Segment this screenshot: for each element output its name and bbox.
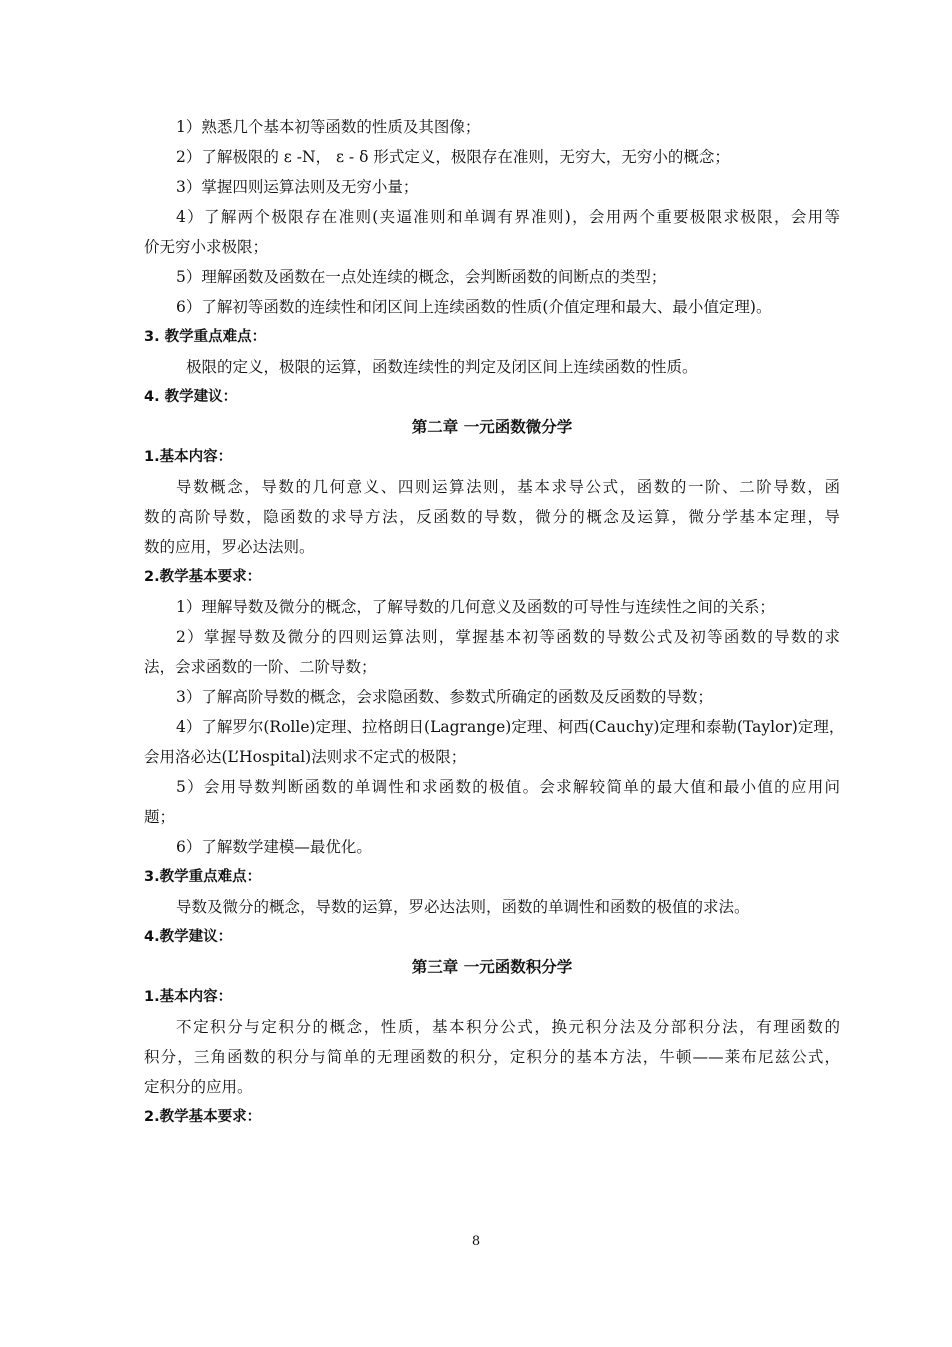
- text-line: 导数概念，导数的几何意义、四则运算法则，基本求导公式，函数的一阶、二阶导数，函: [176, 478, 840, 496]
- text-line: 法，会求函数的一阶、二阶导数；: [144, 658, 377, 676]
- text-line: 1）熟悉几个基本初等函数的性质及其图像；: [176, 118, 481, 136]
- section-heading: 2.教学基本要求：: [144, 1109, 262, 1125]
- section-heading: 1.基本内容：: [144, 989, 233, 1005]
- text-line: 2）了解极限的 ε -N， ε - δ 形式定义，极限存在准则，无穷大，无穷小的概念；: [176, 148, 730, 166]
- text-line: 3）掌握四则运算法则及无穷小量；: [176, 178, 419, 196]
- text-line: 数的应用，罗必达法则。: [144, 538, 315, 556]
- text-line: 会用洛必达(L’Hospital)法则求不定式的极限；: [144, 748, 467, 766]
- text-line: 题；: [144, 808, 176, 826]
- text-line: 数的高阶导数，隐函数的求导方法，反函数的导数，微分的概念及运算，微分学基本定理，导: [144, 508, 840, 526]
- text-line: 导数及微分的概念，导数的运算，罗必达法则，函数的单调性和函数的极值的求法。: [176, 898, 750, 916]
- section-heading: 2.教学基本要求：: [144, 569, 262, 585]
- section-heading: 1.基本内容：: [144, 449, 233, 465]
- page-number: 8: [471, 1234, 481, 1249]
- text-line: 5）会用导数判断函数的单调性和求函数的极值。会求解较简单的最大值和最小值的应用问: [176, 778, 840, 796]
- chapter-title: 第三章 一元函数积分学: [411, 958, 573, 976]
- section-heading: 3.教学重点难点：: [144, 869, 262, 885]
- text-line: 5）理解函数及函数在一点处连续的概念，会判断函数的间断点的类型；: [176, 268, 667, 286]
- page-content: [144, 112, 845, 1132]
- section-heading: 3. 教学重点难点：: [144, 329, 267, 345]
- text-line: 2）掌握导数及微分的四则运算法则，掌握基本初等函数的导数公式及初等函数的导数的求: [176, 628, 840, 646]
- text-line: 极限的定义，极限的运算，函数连续性的判定及闭区间上连续函数的性质。: [186, 358, 698, 376]
- text-line: 6）了解初等函数的连续性和闭区间上连续函数的性质(介值定理和最大、最小值定理)。: [176, 298, 772, 316]
- section-heading: 4. 教学建议：: [144, 389, 238, 405]
- text-line: 不定积分与定积分的概念，性质，基本积分公式，换元积分法及分部积分法，有理函数的: [176, 1018, 840, 1036]
- section-heading: 4.教学建议：: [144, 929, 233, 945]
- text-line: 4）了解罗尔(Rolle)定理、拉格朗日(Lagrange)定理、柯西(Cauchy)定理和泰勒(Taylor)定理，: [176, 718, 845, 736]
- text-line: 6）了解数学建模—最优化。: [176, 838, 372, 856]
- text-line: 积分，三角函数的积分与简单的无理函数的积分，定积分的基本方法，牛顿——莱布尼兹公式，: [144, 1048, 840, 1066]
- text-line: 3）了解高阶导数的概念，会求隐函数、参数式所确定的函数及反函数的导数；: [176, 688, 713, 706]
- text-line: 定积分的应用。: [144, 1078, 253, 1096]
- text-line: 价无穷小求极限；: [144, 238, 269, 256]
- chapter-title: 第二章 一元函数微分学: [411, 418, 573, 436]
- text-line: 1）理解导数及微分的概念，了解导数的几何意义及函数的可导性与连续性之间的关系；: [176, 598, 775, 616]
- text-line: 4）了解两个极限存在准则(夹逼准则和单调有界准则)，会用两个重要极限求极限，会用等: [176, 208, 840, 226]
